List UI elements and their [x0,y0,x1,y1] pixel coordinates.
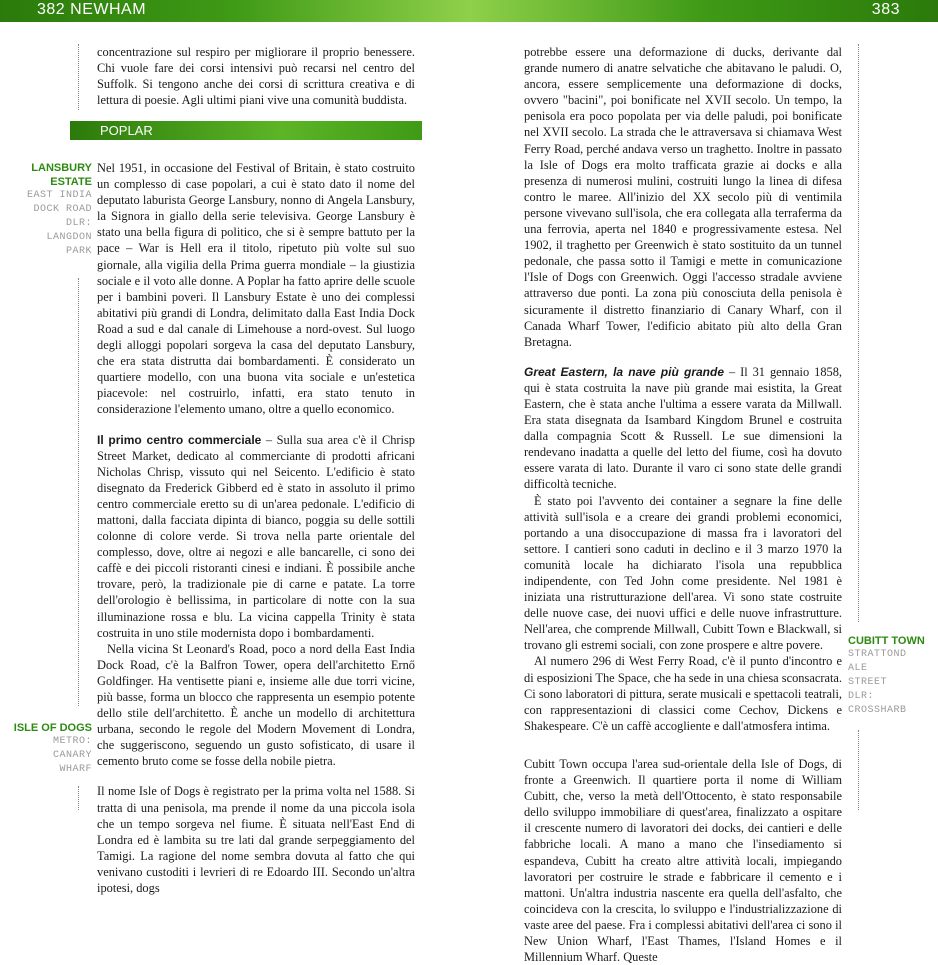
sidebar-name-line: LANSBURY [31,162,92,174]
sidebar-lansbury-estate [0,161,92,259]
right-margin-rule-top [858,44,859,622]
sidebar-info-line: STREET [848,677,888,688]
right-column [524,44,842,965]
right-margin-rule-bottom [858,730,859,810]
sidebar-info-line: CANARY [52,750,92,761]
paragraph-container: È stato poi l'avvento dei container a segnare la fine delle attività sull'isola e a creare dei grandi problemi economici, portando a una disoccupazione di massa fra i lavoratori del settore. I cantieri sono caduti in declino e il 3 marzo 1970 la comunità locale ha dichiarato l'isola una repubblica indipendente, con Ted John come presidente. Nel 1981 è iniziata una ristrutturazione dell'area. Vi sono state costruite delle nuove case, dei nuovi uffici e delle nuove infrastrutture. Nell'area, che comprende Millwall, Cubitt Town e Blackwall, si trovano gli estremi sociali, con zone prospere e altre povere. [524,493,842,653]
sidebar-info-line: METRO: [52,736,92,747]
left-margin-rule-top [78,44,79,110]
left-column [97,44,415,108]
sidebar-info-line: CROSSHARB [848,705,907,716]
sidebar-info-line: LANGDON [46,232,92,243]
paragraph-isle-continued: potrebbe essere una deformazione di ducks, derivante dal grande numero di anatre selvatiche che abitavano le paludi. O, ancora, essere semplicemente una deformazione di docks, ovvero "bacini", poi bonificate nel XVII secolo. Un tempo, la penisola era poco popolata per via delle paludi, poi bonificate nel XVII secolo. La strada che le attraversava si chiamava West Ferry Road, perché andava verso un traghetto. Inoltre in passato la Isle of Dogs era molto trafficata grazie ai docks e alla presenza di numerosi mulini, costruiti lungo la linea di difesa contro le maree. All'inizio del XX secolo più di ventimila persone vivevano sull'isola, che era collegata alla terraferma da una ferrovia, aperta nel 1840 e progressivamente estesa. Nel 1902, il traghetto per Greenwich è stato sostituito da un tunnel pedonale, che passa sotto il Tamigi e mette in comunicazione l'Isle of Dogs con Greenwich. Oggi l'accesso stradale avviene attraverso due ponti. La zona più conosciuta della penisola è sicuramente il distretto finanziario di Canary Wharf, con il Canada Wharf Tower, l'edificio abitato più alto della Gran Bretagna. [524,45,842,349]
left-page-header: 382 NEWHAM [37,1,147,18]
paragraph-the-space: Al numero 296 di West Ferry Road, c'è il punto d'incontro e di esposizioni The Space, che ha sede in una chiesa sconsacrata. Ci sono laboratori di pittura, serate musicali e spettacoli teatrali, con rappresentazioni di classici come Cechov, Dickens e Shakespeare. C'è un caffè accogliente e dall'atmosfera intima. [524,654,842,733]
section-title: POPLAR [100,123,153,138]
right-page-number: 383 [871,1,900,18]
section-heading-bar [70,121,422,140]
sidebar-name-line: CUBITT TOWN [848,635,925,647]
heading-centro-commerciale: Il primo centro commerciale [97,432,262,447]
left-margin-rule-middle [78,278,79,706]
sidebar-info-line: DLR: [848,691,875,702]
sidebar-info-line: EAST INDIA [26,190,92,201]
page-header-bar [0,0,938,22]
sidebar-isle-of-dogs [0,721,92,777]
sidebar-info-line: DLR: [65,218,92,229]
left-column-body [97,160,415,896]
heading-great-eastern: Great Eastern, la nave più grande [524,364,724,379]
paragraph-isle-of-dogs: Il nome Isle of Dogs è registrato per la prima volta nel 1588. Si tratta di una penisola, ma prende il nome da una piccola isola che un tempo sorgeva nel fiume. È situata nell'East End di Londra ed è lambita su tre lati dal grande serpeggiamento del Tamigi. La ragione del nome sembra dovuta al fatto che qui venivano custoditi i levrieri di re Edoardo III. Secondo un'altra ipotesi, dogs [97,784,415,896]
sidebar-name-line: ESTATE [50,176,92,188]
paragraph-cubitt-town: Cubitt Town occupa l'area sud-orientale della Isle of Dogs, di fronte a Greenwich. Il quartiere porta il nome di William Cubitt, che, verso la metà dell'Ottocento, è stato responsabile dello sviluppo immobiliare di quest'area, finalizzato a ospitare il crescente numero di lavoratori dei docks, dei cantieri e delle fabbriche locali. A mano a mano che l'insediamento si espandeva, Cubitt ha creato altre attività locali, impiegando lavoratori per costruire le strade e fabbricare il cemento e i mattoni. Un'altra industria nascente era quella dell'asfalto, che coincideva con la crescita, lo sviluppo e l'industrializzazione di vaste aree del paese. Fra i complessi abitativi dell'area ci sono il New Union Wharf, l'East Thames, l'Island Homes e il Millennium Wharf. Queste [524,756,842,965]
sidebar-info-line: WHARF [59,764,92,775]
sidebar-info-line: PARK [65,246,92,257]
sidebar-name-line: ISLE OF DOGS [13,722,92,734]
paragraph-great-eastern: – Il 31 gennaio 1858, qui è stata costruita la nave più grande mai esistita, la Great Eastern, che è stata anche l'ultima a essere varata da Millwall. Era stata disegnata da Isambard Kingdom Brunel e costruita dalla compagnia Scott & Russell. Le sue dimensioni la rendevano inadatta a quelle del letto del fiume, così ha dovuto essere varata di lato. Durante il varo ci sono state delle grandi difficoltà tecniche. [524,364,843,492]
paragraph-centro-commerciale: – Sulla sua area c'è il Chrisp Street Market, dedicato al commerciante di prodotti africani Nicholas Chrisp, vissuto qui nel Seicento. L'edificio è stato disegnato da Frederick Gibberd ed è stato in assoluto il primo centro commerciale eretto su di un'area pedonale. L'edificio di mattoni, dalla facciata dipinta di bianco, poggia su delle sottili colonne di colore verde. Si trova nella parte orientale del complesso, dove, oltre ai negozi e alle bancarelle, ci sono dei caffè e dei piccoli ristoranti cinesi e indiani. È possibile anche trovare, però, la tradizionale pie di carne e patate. La torre dell'orologio è bellissima, in particolare di notte con la sua illuminazione rossa e blu. La vicina cappella Trinity è stata costruita in uno stile modernista dopo i bombardamenti. [97,432,415,640]
paragraph-st-leonards: Nella vicina St Leonard's Road, poco a nord della East India Dock Road, c'è la Balfron Tower, opera dell'architetto Ernő Goldfinger. Ha ventisette piani e, insieme alle due torri vicine, più basse, forma un blocco che rappresenta un esempio potente dello stile dell'architetto. È anche un modello di architettura urbana, secondo le regole del Modern Movement di Londra, che suggeriscono, seguendo un gusto sofisticato, di usare il cemento bruto come se fosse della nobile pietra. [97,641,415,769]
sidebar-info-line: ALE [848,663,868,674]
paragraph-lansbury: Nel 1951, in occasione del Festival of Britain, è stato costruito un complesso di case popolari, a cui è stato dato il nome del deputato laburista George Lansbury, nonno di Angela Lansbury, la Signora in giallo della serie televisiva. George Lansbury è stato una bella figura di politico, che si è sempre battuto per la pace – War is Hell era il titolo, ripetuto più volte sul suo giornale, alla vigilia della Prima guerra mondiale – la giustizia sociale e il voto alle donne. A Poplar ha fatto aprire delle scuole per i bambini poveri. Il Lansbury Estate è uno dei complessi abitativi più grandi di Londra, delimitato dalla East India Dock Road a sud e dal canale di Limehouse a nord-ovest. Sul luogo degli alloggi popolari sorgeva la casa del deputato Lansbury, che era stata distrutta dai bombardamenti. È considerato un quartiere modello, con una buona vita sociale e un'estetica piacevole: nel costruirlo, infatti, era stato tenuto in considerazione l'elemento umano, oltre a quello economico. [97,161,415,417]
paragraph-intro: concentrazione sul respiro per migliorare il proprio benessere. Chi vuole fare dei corsi intensivi può recarsi nel centro del Suffolk. Si tengono anche dei corsi di scrittura creativa e di lettura di poesie. Agli ultimi piani vive una comunità buddista. [97,45,415,108]
sidebar-info-line: STRATTOND [848,649,907,660]
sidebar-cubitt-town [848,634,938,718]
left-margin-rule-bottom [78,786,79,810]
sidebar-info-line: DOCK ROAD [33,204,92,215]
